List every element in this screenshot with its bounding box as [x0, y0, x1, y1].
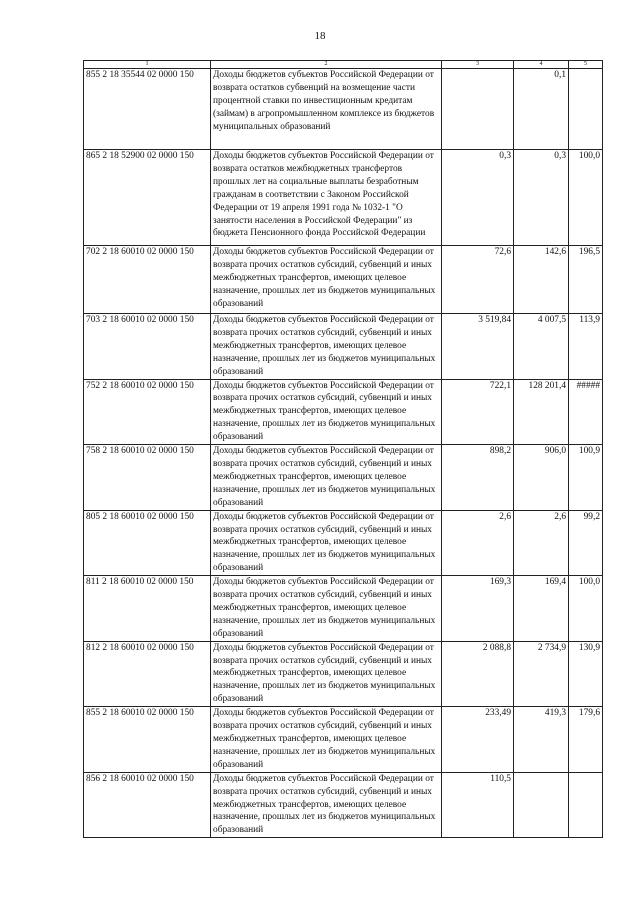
revenue-name-cell: Доходы бюджетов субъектов Российской Федерации от возврата прочих остатков субсидий, субвенций и иных межбюджетных трансфертов, имеющих целевое назначение, прошлых лет из бюджетов муниципальных образований — [211, 641, 442, 707]
revenue-code-cell: 865 2 18 52900 02 0000 150 — [84, 150, 211, 246]
revenue-code-cell: 855 2 18 35544 02 0000 150 — [84, 69, 211, 150]
value-col3-cell: 898,2 — [442, 445, 514, 511]
table-header-row — [84, 61, 603, 69]
revenue-code-cell: 811 2 18 60010 02 0000 150 — [84, 576, 211, 642]
revenue-code-cell: 805 2 18 60010 02 0000 150 — [84, 510, 211, 576]
value-col4-cell: 4 007,5 — [514, 314, 569, 380]
value-col4-cell: 906,0 — [514, 445, 569, 511]
value-col4-cell: 142,6 — [514, 246, 569, 314]
value-col5-cell: 179,6 — [569, 707, 603, 773]
revenue-code-cell: 758 2 18 60010 02 0000 150 — [84, 445, 211, 511]
table-row — [84, 707, 603, 773]
value-col3-cell — [442, 69, 514, 150]
revenue-code-cell: 856 2 18 60010 02 0000 150 — [84, 772, 211, 838]
value-col4-cell — [514, 772, 569, 838]
value-col5-cell: 99,2 — [569, 510, 603, 576]
table-body — [84, 61, 603, 838]
column-number-4: 4 — [514, 61, 569, 69]
revenue-name-cell: Доходы бюджетов субъектов Российской Федерации от возврата остатков субвенций на возмещение части процентной ставки по инвестиционным кредитам (займам) в агропромышленном комплексе из бюджетов муниципальных образований — [211, 69, 442, 150]
table-row — [84, 246, 603, 314]
budget-revenue-table — [83, 60, 603, 838]
value-col4-cell: 2 734,9 — [514, 641, 569, 707]
table-row — [84, 379, 603, 445]
column-number-2: 2 — [211, 61, 442, 69]
value-col4-cell: 0,1 — [514, 69, 569, 150]
revenue-name-cell: Доходы бюджетов субъектов Российской Федерации от возврата прочих остатков субсидий, субвенций и иных межбюджетных трансфертов, имеющих целевое назначение, прошлых лет из бюджетов муниципальных образований — [211, 246, 442, 314]
table-row — [84, 69, 603, 150]
table-row — [84, 510, 603, 576]
value-col3-cell: 0,3 — [442, 150, 514, 246]
revenue-code-cell: 812 2 18 60010 02 0000 150 — [84, 641, 211, 707]
value-col5-cell: ##### — [569, 379, 603, 445]
table-row — [84, 641, 603, 707]
value-col5-cell: 100,0 — [569, 150, 603, 246]
page-number: 18 — [314, 30, 326, 42]
value-col5-cell: 130,9 — [569, 641, 603, 707]
value-col5-cell — [569, 69, 603, 150]
revenue-code-cell: 702 2 18 60010 02 0000 150 — [84, 246, 211, 314]
revenue-name-cell: Доходы бюджетов субъектов Российской Федерации от возврата прочих остатков субсидий, субвенций и иных межбюджетных трансфертов, имеющих целевое назначение, прошлых лет из бюджетов муниципальных образований — [211, 314, 442, 380]
value-col3-cell: 233,49 — [442, 707, 514, 773]
revenue-code-cell: 703 2 18 60010 02 0000 150 — [84, 314, 211, 380]
value-col3-cell: 110,5 — [442, 772, 514, 838]
column-number-1: 1 — [84, 61, 211, 69]
revenue-name-cell: Доходы бюджетов субъектов Российской Федерации от возврата прочих остатков субсидий, субвенций и иных межбюджетных трансфертов, имеющих целевое назначение, прошлых лет из бюджетов муниципальных образований — [211, 772, 442, 838]
column-number-3: 3 — [442, 61, 514, 69]
column-number-5: 5 — [569, 61, 603, 69]
revenue-code-cell: 855 2 18 60010 02 0000 150 — [84, 707, 211, 773]
value-col3-cell: 72,6 — [442, 246, 514, 314]
revenue-name-cell: Доходы бюджетов субъектов Российской Федерации от возврата прочих остатков субсидий, субвенций и иных межбюджетных трансфертов, имеющих целевое назначение, прошлых лет из бюджетов муниципальных образований — [211, 445, 442, 511]
value-col3-cell: 2 088,8 — [442, 641, 514, 707]
table-row — [84, 150, 603, 246]
value-col4-cell: 2,6 — [514, 510, 569, 576]
value-col3-cell: 722,1 — [442, 379, 514, 445]
value-col5-cell: 100,0 — [569, 576, 603, 642]
value-col5-cell — [569, 772, 603, 838]
revenue-name-cell: Доходы бюджетов субъектов Российской Федерации от возврата прочих остатков субсидий, субвенций и иных межбюджетных трансфертов, имеющих целевое назначение, прошлых лет из бюджетов муниципальных образований — [211, 576, 442, 642]
table-row — [84, 576, 603, 642]
revenue-name-cell: Доходы бюджетов субъектов Российской Федерации от возврата прочих остатков субсидий, субвенций и иных межбюджетных трансфертов, имеющих целевое назначение, прошлых лет из бюджетов муниципальных образований — [211, 379, 442, 445]
revenue-code-cell: 752 2 18 60010 02 0000 150 — [84, 379, 211, 445]
value-col5-cell: 100,9 — [569, 445, 603, 511]
value-col4-cell: 419,3 — [514, 707, 569, 773]
revenue-name-cell: Доходы бюджетов субъектов Российской Федерации от возврата остатков межбюджетных трансфертов прошлых лет на социальные выплаты безработным гражданам в соответствии с Законом Российской Федерации от 19 апреля 1991 года № 1032-1 "О занятости населения в Российской Федерации" из бюджета Пенсионного фонда Российской Федерации — [211, 150, 442, 246]
revenue-name-cell: Доходы бюджетов субъектов Российской Федерации от возврата прочих остатков субсидий, субвенций и иных межбюджетных трансфертов, имеющих целевое назначение, прошлых лет из бюджетов муниципальных образований — [211, 707, 442, 773]
table-row — [84, 445, 603, 511]
value-col5-cell: 113,9 — [569, 314, 603, 380]
value-col3-cell: 169,3 — [442, 576, 514, 642]
value-col4-cell: 169,4 — [514, 576, 569, 642]
table-row — [84, 772, 603, 838]
value-col3-cell: 2,6 — [442, 510, 514, 576]
value-col3-cell: 3 519,84 — [442, 314, 514, 380]
table-row — [84, 314, 603, 380]
revenue-name-cell: Доходы бюджетов субъектов Российской Федерации от возврата прочих остатков субсидий, субвенций и иных межбюджетных трансфертов, имеющих целевое назначение, прошлых лет из бюджетов муниципальных образований — [211, 510, 442, 576]
value-col5-cell: 196,5 — [569, 246, 603, 314]
value-col4-cell: 0,3 — [514, 150, 569, 246]
value-col4-cell: 128 201,4 — [514, 379, 569, 445]
